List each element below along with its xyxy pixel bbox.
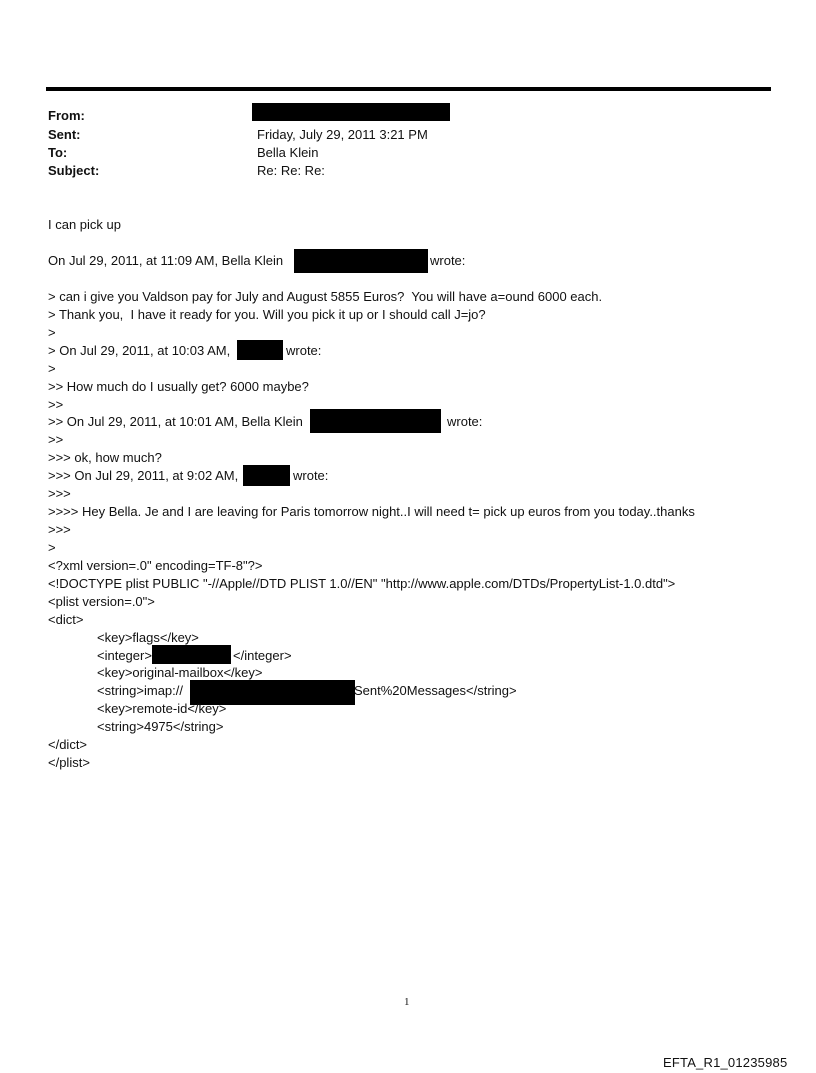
body-line: </integer> <box>233 648 292 663</box>
name-redaction <box>237 340 283 360</box>
quote-attribution-wrote: wrote: <box>447 414 483 429</box>
body-line: </dict> <box>48 737 88 752</box>
body-line: <key>flags</key> <box>97 630 199 645</box>
subject-label: Subject: <box>48 163 100 178</box>
header-rule <box>46 87 771 91</box>
body-line: <?xml version=.0" encoding=TF-8"?> <box>48 558 263 573</box>
name-redaction <box>243 465 290 486</box>
subject-value: Re: Re: Re: <box>257 163 325 178</box>
body-line: <integer> <box>97 648 152 663</box>
to-value: Bella Klein <box>257 145 319 160</box>
body-line: </plist> <box>48 755 90 770</box>
body-line: > can i give you Valdson pay for July and August 5855 Euros? You will have a=ound 6000 each. <box>48 289 603 304</box>
body-line: >>> <box>48 486 71 501</box>
body-line: <!DOCTYPE plist PUBLIC "-//Apple//DTD PLIST 1.0//EN" "http://www.apple.com/DTDs/PropertyList-1.0.dtd"> <box>48 576 676 591</box>
body-line: <string>imap:// <box>97 683 183 698</box>
quote-attribution-wrote: wrote: <box>286 343 322 358</box>
body-line: > <box>48 325 56 340</box>
body-line: >>> ok, how much? <box>48 450 162 465</box>
quote-attribution: > On Jul 29, 2011, at 10:03 AM, <box>48 343 231 358</box>
body-line: >> <box>48 432 64 447</box>
quote-attribution: >> On Jul 29, 2011, at 10:01 AM, Bella Klein <box>48 414 303 429</box>
body-line: <string>4975</string> <box>97 719 224 734</box>
body-line: I can pick up <box>48 217 121 232</box>
body-line: >>> <box>48 522 71 537</box>
value-redaction <box>152 645 231 664</box>
quote-attribution-wrote: wrote: <box>293 468 329 483</box>
bates-number: EFTA_R1_01235985 <box>663 1055 788 1070</box>
body-line: > <box>48 540 56 555</box>
from-redaction <box>252 103 450 121</box>
body-line: <dict> <box>48 612 84 627</box>
from-label: From: <box>48 108 85 123</box>
body-line: Sent%20Messages</string> <box>354 683 517 698</box>
body-line: > Thank you, I have it ready for you. Will you pick it up or I should call J=jo? <box>48 307 486 322</box>
email-redaction <box>310 409 441 433</box>
body-line: >>>> Hey Bella. Je and I are leaving for Paris tomorrow night..I will need t= pick up euros from you today..thanks <box>48 504 695 519</box>
body-line: <key>original-mailbox</key> <box>97 665 263 680</box>
body-line: > <box>48 361 56 376</box>
quote-attribution: On Jul 29, 2011, at 11:09 AM, Bella Klein <box>48 253 284 268</box>
body-line: >> How much do I usually get? 6000 maybe? <box>48 379 309 394</box>
body-line: >> <box>48 397 64 412</box>
sent-value: Friday, July 29, 2011 3:21 PM <box>257 127 428 142</box>
email-redaction <box>294 249 428 273</box>
page-number: 1 <box>404 996 410 1008</box>
body-line: <key>remote-id</key> <box>97 701 227 716</box>
quote-attribution-wrote: wrote: <box>430 253 466 268</box>
body-line: <plist version=.0"> <box>48 594 155 609</box>
quote-attribution: >>> On Jul 29, 2011, at 9:02 AM, <box>48 468 239 483</box>
to-label: To: <box>48 145 68 160</box>
sent-label: Sent: <box>48 127 81 142</box>
